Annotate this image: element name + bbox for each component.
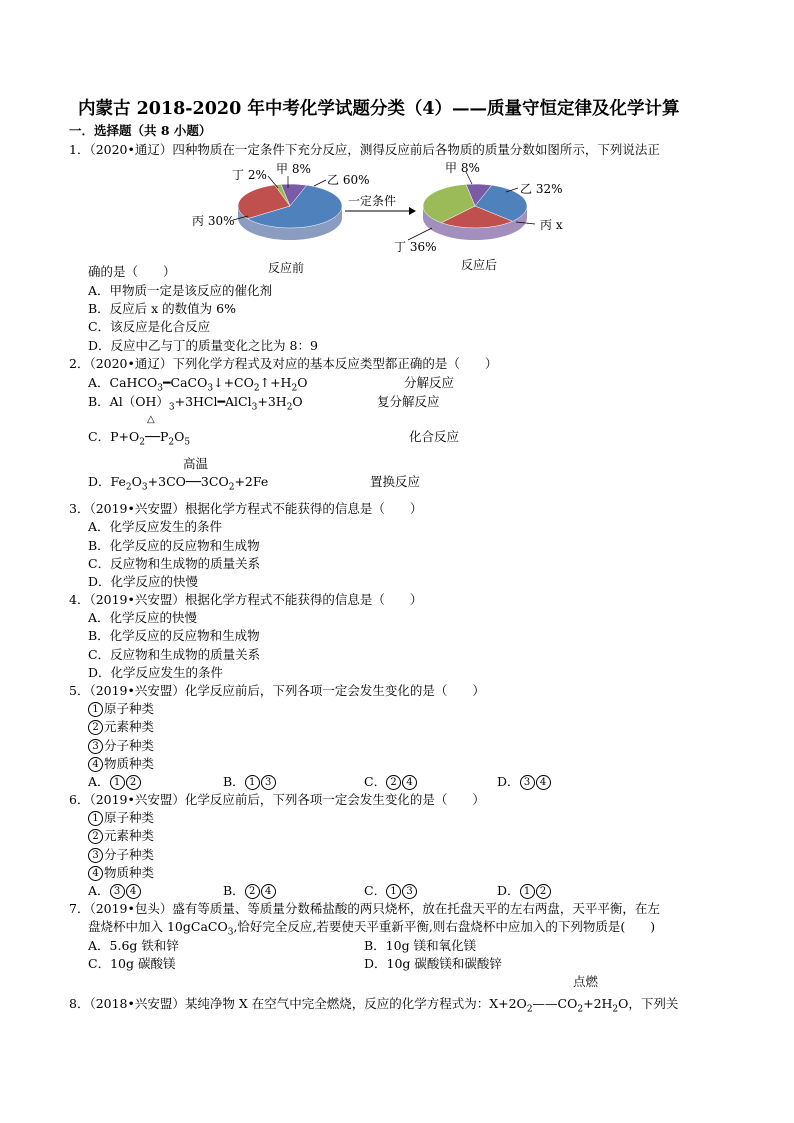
q6-option-c: C． 1 3 <box>364 882 418 899</box>
after-ding-label: 丁 36% <box>394 240 437 254</box>
q6-option-b: B． 2 4 <box>223 882 277 899</box>
section-heading: 一．选择题（共 8 小题） <box>69 123 212 138</box>
q6-option-d: D． 1 2 <box>497 882 552 899</box>
q1-option-c: C．该反应是化合反应 <box>88 319 211 334</box>
q2-option-b: B．$Al(OH)_3+3HCl━AlCl_3+3H_2O$ <box>88 394 303 413</box>
q4-option-d: D．化学反应发生的条件 <box>88 665 224 680</box>
q2-option-a: A．$CaHCO_3━CaCO_3↓+CO_2↑+H_2O$ <box>88 375 308 394</box>
q4-option-a: A．化学反应的快慢 <box>88 610 198 625</box>
q5-item-4: 4 物质种类 <box>88 755 154 772</box>
q6-item-1: 1 原子种类 <box>88 809 154 826</box>
before-caption: 反应前 <box>268 261 305 275</box>
q4-option-c: C．反应物和生成物的质量关系 <box>88 647 261 662</box>
q6-item-2: 2 元素种类 <box>88 827 154 844</box>
q2-type-d: 置换反应 <box>370 474 421 489</box>
q7-option-d: D．10g 碳酸镁和碳酸锌 <box>364 956 502 971</box>
q5-item-3: 3 分子种类 <box>88 737 154 754</box>
q6-item-3: 3 分子种类 <box>88 846 154 863</box>
q2-d-condition: 高温 <box>183 456 209 471</box>
q2-c-condition: △ <box>147 414 155 425</box>
q7-stem: 7．（2019•包头）盛有等质量、等质量分数稀盐酸的两只烧杯，放在托盘天平的左右两盘，天平平衡，在左 <box>69 901 660 916</box>
q1-figure <box>180 158 580 276</box>
q3-option-d: D．化学反应的快慢 <box>88 574 199 589</box>
q6-option-a: A． 3 4 <box>88 882 142 899</box>
after-jia-label: 甲 8% <box>445 161 480 175</box>
q5-option-a: A． 1 2 <box>88 773 142 790</box>
q6-stem: 6．（2019•兴安盟）化学反应前后，下列各项一定会发生变化的是（ ） <box>69 792 485 807</box>
q1-option-b: B．反应后 x 的数值为 6% <box>88 301 236 316</box>
leader-lines <box>180 158 580 276</box>
q2-type-b: 复分解反应 <box>377 394 440 409</box>
q1-option-a: A．甲物质一定是该反应的催化剂 <box>88 283 273 298</box>
q8-stem: 8．（2018•兴安盟）某纯净物 X 在空气中完全燃烧，反应的化学方程式为：$X+2O_2——CO_2+2H_2O$，下列关 <box>69 996 679 1015</box>
q4-option-b: B．化学反应的反应物和生成物 <box>88 628 260 643</box>
q3-stem: 3．（2019•兴安盟）根据化学方程式不能获得的信息是（ ） <box>69 501 423 516</box>
q3-option-c: C．反应物和生成物的质量关系 <box>88 556 261 571</box>
before-yi-label: 乙 60% <box>327 173 370 187</box>
q3-option-b: B．化学反应的反应物和生成物 <box>88 538 260 553</box>
q4-stem: 4．（2019•兴安盟）根据化学方程式不能获得的信息是（ ） <box>69 592 423 607</box>
q2-type-a: 分解反应 <box>404 375 455 390</box>
q8-condition: 点燃 <box>573 974 599 989</box>
q5-stem: 5．（2019•兴安盟）化学反应前后，下列各项一定会发生变化的是（ ） <box>69 683 485 698</box>
q7-option-a: A．5.6g 铁和锌 <box>88 938 179 953</box>
q2-option-d: D．$Fe_2O_3+3CO──3CO_2+2Fe$ <box>88 474 269 493</box>
q1-option-d: D．反应中乙与丁的质量变化之比为 8：9 <box>88 338 318 353</box>
after-bing-label: 丙 x <box>540 218 563 232</box>
q6-item-4: 4 物质种类 <box>88 864 154 881</box>
q5-option-d: D． 3 4 <box>497 773 552 790</box>
q7-option-c: C．10g 碳酸镁 <box>88 956 176 971</box>
q1-stem-cont: 确的是（ ） <box>88 264 176 279</box>
after-caption: 反应后 <box>461 258 498 272</box>
q1-stem: 1．（2020•通辽）四种物质在一定条件下充分反应，测得反应前后各物质的质量分数如图所示，下列说法正 <box>69 142 660 157</box>
q7-option-b: B．10g 镁和氧化镁 <box>364 938 477 953</box>
q2-stem: 2．（2020•通辽）下列化学方程式及对应的基本反应类型都正确的是（ ） <box>69 356 498 371</box>
q2-option-c: C．$P+O_2──P_2O_5$ <box>88 429 191 448</box>
q5-item-2: 2 元素种类 <box>88 718 154 735</box>
q5-option-c: C． 2 4 <box>364 773 418 790</box>
before-bing-label: 丙 30% <box>192 214 235 228</box>
q3-option-a: A．化学反应发生的条件 <box>88 519 223 534</box>
q5-option-b: B． 1 3 <box>223 773 277 790</box>
before-ding-label: 丁 2% <box>232 168 267 182</box>
q7-stem-cont: 盘烧杯中加入 10gCaCO$_3$,恰好完全反应,若要使天平重新平衡,则右盘烧杯中应加入的下列物质是( ) <box>88 919 656 938</box>
q5-item-1: 1 原子种类 <box>88 700 154 717</box>
after-yi-label: 乙 32% <box>520 182 563 196</box>
q2-type-c: 化合反应 <box>409 429 460 444</box>
arrow-label: 一定条件 <box>348 194 397 208</box>
before-jia-label: 甲 8% <box>276 162 311 176</box>
page-title: 内蒙古 2018-2020 年中考化学试题分类（4）——质量守恒定律及化学计算 <box>78 99 680 119</box>
